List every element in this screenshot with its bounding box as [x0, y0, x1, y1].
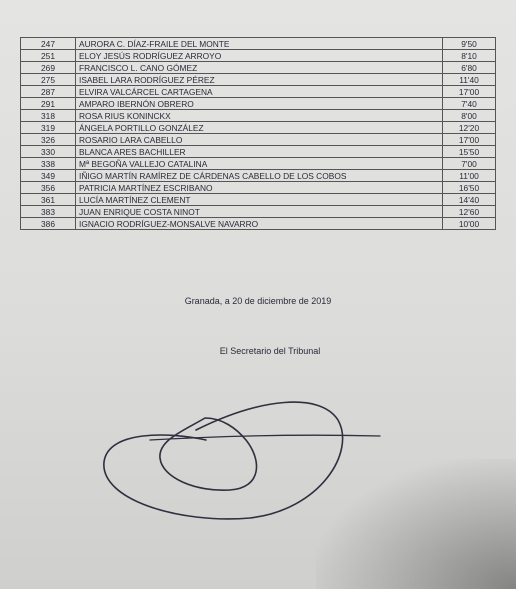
- candidate-number: 319: [21, 122, 76, 134]
- candidate-name: ÁNGELA PORTILLO GONZÁLEZ: [76, 122, 443, 134]
- candidate-name: AMPARO IBERNÓN OBRERO: [76, 98, 443, 110]
- candidate-number: 318: [21, 110, 76, 122]
- candidate-score: 8'00: [443, 110, 496, 122]
- candidate-name: Mª BEGOÑA VALLEJO CATALINA: [76, 158, 443, 170]
- candidate-score: 12'20: [443, 122, 496, 134]
- candidate-score: 9'50: [443, 38, 496, 50]
- candidate-score: 17'00: [443, 86, 496, 98]
- candidate-name: FRANCISCO L. CANO GÓMEZ: [76, 62, 443, 74]
- candidate-score: 14'40: [443, 194, 496, 206]
- candidate-score: 7'00: [443, 158, 496, 170]
- candidate-number: 247: [21, 38, 76, 50]
- candidate-name: PATRICIA MARTÍNEZ ESCRIBANO: [76, 182, 443, 194]
- candidate-number: 356: [21, 182, 76, 194]
- candidate-name: BLANCA ARES BACHILLER: [76, 146, 443, 158]
- candidate-number: 287: [21, 86, 76, 98]
- candidate-score: 12'60: [443, 206, 496, 218]
- candidate-number: 386: [21, 218, 76, 230]
- candidate-score: 7'40: [443, 98, 496, 110]
- candidate-name: ELOY JESÚS RODRÍGUEZ ARROYO: [76, 50, 443, 62]
- candidate-score: 17'00: [443, 134, 496, 146]
- candidate-number: 383: [21, 206, 76, 218]
- candidate-name: ISABEL LARA RODRÍGUEZ PÉREZ: [76, 74, 443, 86]
- candidate-number: 330: [21, 146, 76, 158]
- candidate-number: 349: [21, 170, 76, 182]
- candidate-number: 291: [21, 98, 76, 110]
- signatory-title: El Secretario del Tribunal: [219, 346, 321, 356]
- candidate-score: 16'50: [443, 182, 496, 194]
- candidate-number: 361: [21, 194, 76, 206]
- candidate-name: AURORA C. DÍAZ-FRAILE DEL MONTE: [76, 38, 443, 50]
- candidate-score: 6'80: [443, 62, 496, 74]
- candidate-number: 275: [21, 74, 76, 86]
- candidate-number: 338: [21, 158, 76, 170]
- candidate-number: 326: [21, 134, 76, 146]
- candidate-score: 8'10: [443, 50, 496, 62]
- candidate-score: 10'00: [443, 218, 496, 230]
- candidate-score: 15'50: [443, 146, 496, 158]
- candidate-name: IGNACIO RODRÍGUEZ-MONSALVE NAVARRO: [76, 218, 443, 230]
- candidate-number: 269: [21, 62, 76, 74]
- candidate-name: ROSARIO LARA CABELLO: [76, 134, 443, 146]
- candidate-name: JUAN ENRIQUE COSTA NINOT: [76, 206, 443, 218]
- place-date: Granada, a 20 de diciembre de 2019: [184, 296, 332, 306]
- candidate-score: 11'00: [443, 170, 496, 182]
- candidate-name: LUCÍA MARTÍNEZ CLEMENT: [76, 194, 443, 206]
- candidate-score: 11'40: [443, 74, 496, 86]
- candidate-name: ROSA RIUS KONINCKX: [76, 110, 443, 122]
- candidate-name: IÑIGO MARTÍN RAMÍREZ DE CÁRDENAS CABELLO DE LOS COBOS: [76, 170, 443, 182]
- candidate-number: 251: [21, 50, 76, 62]
- candidate-name: ELVIRA VALCÁRCEL CARTAGENA: [76, 86, 443, 98]
